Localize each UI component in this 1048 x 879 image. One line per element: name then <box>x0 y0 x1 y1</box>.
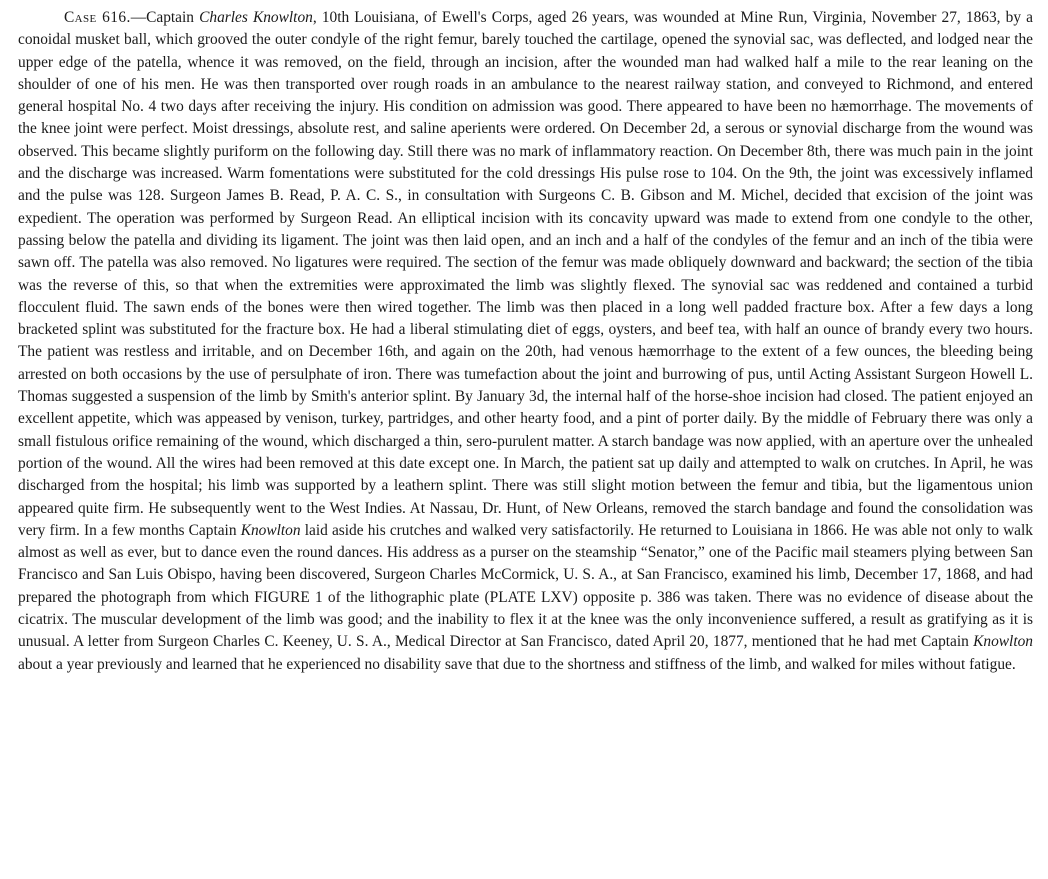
text-segment: —Captain <box>130 9 200 26</box>
case-paragraph <box>18 7 1033 676</box>
text-segment: laid aside his crutches and walked very satisfactorily. He returned to Louisiana in 1866. He was able not only to walk almost as well as ever, but to dance even the round dances. His address as a purser on the steamship “Senator,” one of the Pacific mail steamers plying between San Francisco and San Luis Obispo, having been discovered, Surgeon Charles McCormick, U. S. A., at San Francisco, examined his limb, December 17, 1868, and had prepared the photograph from which <box>18 521 1033 606</box>
case-label: Case 616. <box>64 9 131 26</box>
text-segment: about a year previously and learned that he experienced no disability save that due to the shortness and stiffness of the limb, and walked for miles without fatigue. <box>18 655 1016 673</box>
text-segment: ) opposite p. 386 was taken. There was no evidence of disease about the cicatrix. The muscular development of the limb was good; and the inability to flex it at the knee was the only inconvenience suffered, a result as gratifying as it is unusual. A letter from Surgeon Charles C. Keeney, U. S. A., Medical Director at San Francisco, dated April 20, 1877, mentioned that he had met Captain <box>18 588 1034 651</box>
text-segment: , 10th Louisiana, of Ewell's Corps, aged 26 years, was wounded at Mine Run, Virginia, November 27, 1863, by a conoidal musket ball, which grooved the outer condyle of the right femur, barely touched the cartilage, opened the synovial sac, was deflected, and lodged near the upper edge of the patella, whence it was removed, on the field, through an incision, after the wounded man had walked half a mile to the rear leaning on the shoulder of one of his men. He was then transported over rough roads in an ambulance to the nearest railway station, and conveyed to Richmond, and entered general hospital No. 4 two days after receiving the injury. His condition on admission was good. There appeared to have been no hæmorrhage. The movements of the knee joint were perfect. Moist dressings, absolute rest, and saline aperients were ordered. On December 2d, a serous or synovial discharge from the wound was observed. This became slightly puriform on the following day. Still there was no mark of inflammatory reaction. On December 8th, there was much pain in the joint and the discharge was increased. Warm fomentations were substituted for the cold dressings His pulse rose to 104. On the 9th, the joint was excessively inflamed and the pulse was 128. Surgeon James B. Read, P. A. C. S., in consultation with Surgeons C. B. Gibson and M. Michel, decided that excision of the joint was expedient. The operation was performed by Surgeon Read. An elliptical incision with its concavity upward was made to extend from one condyle to the other, passing below the patella and dividing its ligament. The joint was then laid open, and an inch and a half of the condyles of the femur and an inch of the tibia were sawn off. The patella was also removed. No ligatures were required. The section of the femur was made obliquely downward and backward; the section of the tibia was the reverse of this, so that when the extremities were approximated the limb was slightly flexed. The synovial sac was reddened and contained a turbid flocculent fluid. The sawn ends of the bones were then wired together. The limb was then placed in a long well padded fracture box. After a few days a long bracketed splint was substituted for the fracture box. He had a liberal stimulating diet of eggs, oysters, and beef tea, with half an ounce of brandy every two hours. The patient was restless and irritable, and on December 16th, and again on the 20th, had venous hæmorrhage to the extent of a few ounces, the bleeding being arrested on both occasions by the use of persulphate of iron. There was tumefaction about the joint and burrowing of pus, until Acting Assistant Surgeon Howell L. Thomas suggested a suspension of the limb by Smith's anterior splint. By January 3d, the internal half of the horse-shoe incision had closed. The patient enjoyed an excellent appetite, which was appeased by venison, turkey, partridges, and other hearty food, and a pint of porter daily. By the middle of February there was only a small fistulous orifice remaining of the wound, which discharged a thin, sero-purulent matter. A starch bandage was now applied, with an aperture over the unhealed portion of the wound. All the wires had been removed at this date except one. In March, the patient sat up daily and attempted to walk on crutches. In April, he was discharged from the hospital; his limb was supported by a leathern splint. There was still slight motion between the femur and tibia, but the ligamentous union appeared quite firm. He subsequently went to the West Indies. At Nassau, Dr. Hunt, of New Orleans, removed the starch bandage and found the consolidation was very firm. In a few months Captain <box>18 9 1033 539</box>
patient-name: Knowlton <box>973 633 1033 651</box>
figure-reference: FIGURE 1 <box>254 588 323 606</box>
plate-reference: PLATE LXV <box>489 588 573 606</box>
patient-name: Knowlton <box>240 521 301 539</box>
text-segment: of the lithographic plate ( <box>322 588 490 606</box>
patient-name: Charles Knowlton <box>199 9 313 26</box>
